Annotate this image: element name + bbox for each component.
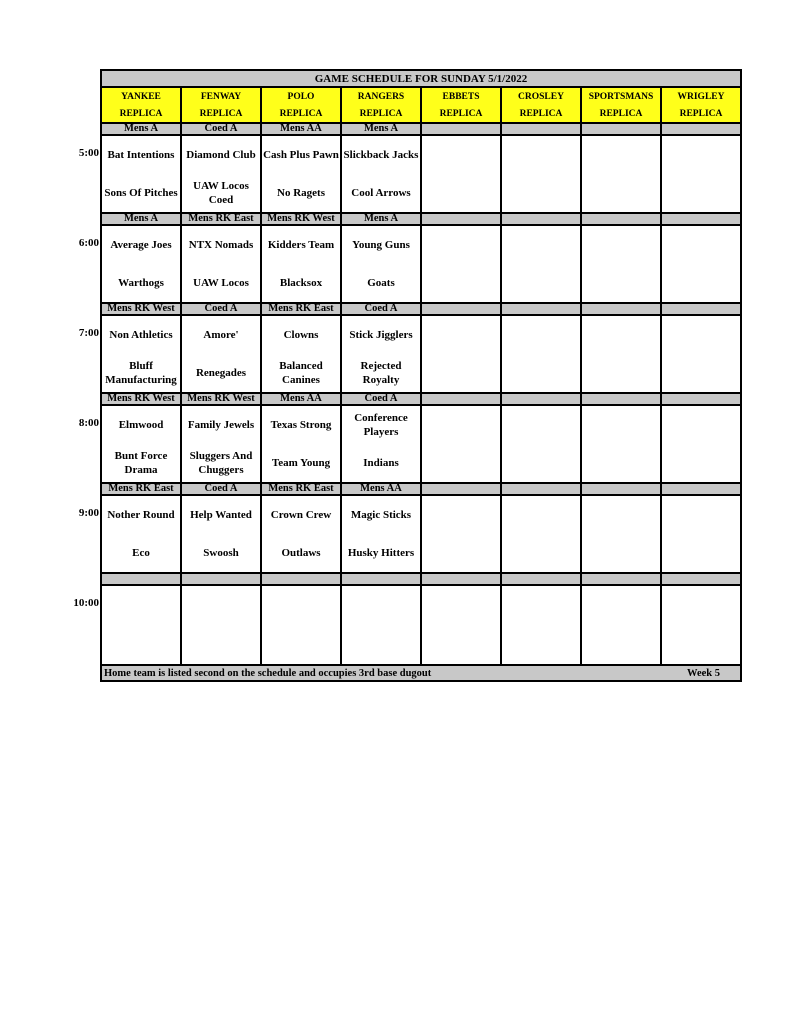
away-team: Magic Sticks bbox=[341, 495, 421, 534]
division-label: Mens RK East bbox=[261, 483, 341, 495]
time-slot-label: 6:00 bbox=[78, 237, 99, 249]
division-label: Mens RK West bbox=[261, 213, 341, 225]
away-team bbox=[581, 135, 661, 174]
time-gutter bbox=[68, 123, 101, 135]
home-team: Outlaws bbox=[261, 534, 341, 573]
field-name-row bbox=[68, 87, 741, 105]
division-label bbox=[101, 573, 181, 585]
away-team: Young Guns bbox=[341, 225, 421, 264]
away-team: Nother Round bbox=[101, 495, 181, 534]
field-replica-label: REPLICA bbox=[581, 105, 661, 123]
home-team bbox=[341, 625, 421, 665]
division-label: Mens RK East bbox=[101, 483, 181, 495]
field-name: EBBETS bbox=[421, 87, 501, 105]
week-label: Week 5 bbox=[661, 665, 741, 681]
division-label bbox=[421, 573, 501, 585]
home-team bbox=[581, 264, 661, 303]
home-team bbox=[421, 444, 501, 483]
away-team bbox=[581, 225, 661, 264]
away-team: Help Wanted bbox=[181, 495, 261, 534]
division-label: Mens RK West bbox=[101, 393, 181, 405]
away-team: NTX Nomads bbox=[181, 225, 261, 264]
division-label bbox=[501, 123, 581, 135]
footer-row bbox=[68, 665, 741, 681]
title-row bbox=[68, 70, 741, 87]
away-team bbox=[421, 315, 501, 354]
away-team bbox=[661, 585, 741, 625]
division-label bbox=[661, 393, 741, 405]
field-replica-label: REPLICA bbox=[101, 105, 181, 123]
away-team bbox=[581, 315, 661, 354]
field-replica-label: REPLICA bbox=[661, 105, 741, 123]
home-team bbox=[661, 625, 741, 665]
division-label: Mens A bbox=[101, 213, 181, 225]
time-gutter bbox=[68, 354, 101, 393]
away-team bbox=[501, 495, 581, 534]
division-row bbox=[68, 123, 741, 135]
field-replica-label: REPLICA bbox=[181, 105, 261, 123]
division-label bbox=[341, 573, 421, 585]
time-gutter bbox=[68, 625, 101, 665]
home-team bbox=[501, 444, 581, 483]
home-team bbox=[501, 625, 581, 665]
division-label: Mens RK West bbox=[181, 393, 261, 405]
home-team: Goats bbox=[341, 264, 421, 303]
time-slot-label: 5:00 bbox=[78, 147, 99, 159]
home-team bbox=[581, 444, 661, 483]
home-team: Renegades bbox=[181, 354, 261, 393]
home-team: Bluff Manufacturing bbox=[101, 354, 181, 393]
away-team bbox=[181, 585, 261, 625]
field-replica-label: REPLICA bbox=[341, 105, 421, 123]
home-team bbox=[181, 625, 261, 665]
away-team: Average Joes bbox=[101, 225, 181, 264]
away-team bbox=[261, 585, 341, 625]
home-team: Sons Of Pitches bbox=[101, 174, 181, 213]
schedule-table bbox=[68, 69, 742, 682]
division-label: Mens RK East bbox=[181, 213, 261, 225]
division-row bbox=[68, 573, 741, 585]
division-label bbox=[581, 393, 661, 405]
away-team bbox=[501, 135, 581, 174]
away-team: Non Athletics bbox=[101, 315, 181, 354]
schedule-title: GAME SCHEDULE FOR SUNDAY 5/1/2022 bbox=[101, 70, 741, 87]
time-gutter bbox=[68, 213, 101, 225]
away-team: Bat Intentions bbox=[101, 135, 181, 174]
game-row-away bbox=[68, 225, 741, 264]
division-row bbox=[68, 303, 741, 315]
field-name: POLO bbox=[261, 87, 341, 105]
away-team bbox=[421, 585, 501, 625]
division-label bbox=[421, 123, 501, 135]
home-team: Swoosh bbox=[181, 534, 261, 573]
home-team bbox=[421, 625, 501, 665]
home-team bbox=[661, 354, 741, 393]
game-row-home bbox=[68, 534, 741, 573]
away-team bbox=[501, 405, 581, 444]
game-row-away bbox=[68, 585, 741, 625]
away-team bbox=[661, 495, 741, 534]
division-label bbox=[261, 573, 341, 585]
home-team: Husky Hitters bbox=[341, 534, 421, 573]
home-team bbox=[501, 354, 581, 393]
division-row bbox=[68, 393, 741, 405]
home-team: UAW Locos bbox=[181, 264, 261, 303]
home-team: Sluggers And Chuggers bbox=[181, 444, 261, 483]
division-label: Coed A bbox=[181, 123, 261, 135]
home-team: Eco bbox=[101, 534, 181, 573]
away-team bbox=[341, 585, 421, 625]
away-team bbox=[421, 225, 501, 264]
division-label: Mens AA bbox=[261, 123, 341, 135]
home-team bbox=[421, 264, 501, 303]
division-label bbox=[581, 483, 661, 495]
time-gutter bbox=[68, 534, 101, 573]
game-row-home bbox=[68, 174, 741, 213]
division-label bbox=[581, 123, 661, 135]
away-team: Amore' bbox=[181, 315, 261, 354]
home-team bbox=[581, 354, 661, 393]
away-team bbox=[501, 585, 581, 625]
division-label: Coed A bbox=[181, 483, 261, 495]
away-team bbox=[421, 135, 501, 174]
division-label: Coed A bbox=[341, 393, 421, 405]
away-team: Clowns bbox=[261, 315, 341, 354]
home-team: UAW Locos Coed bbox=[181, 174, 261, 213]
away-team bbox=[661, 135, 741, 174]
footer-note: Home team is listed second on the schedule and occupies 3rd base dugout bbox=[101, 665, 661, 681]
division-label bbox=[421, 213, 501, 225]
time-gutter bbox=[68, 573, 101, 585]
home-team: Bunt Force Drama bbox=[101, 444, 181, 483]
home-team bbox=[101, 625, 181, 665]
away-team bbox=[501, 225, 581, 264]
home-team: Team Young bbox=[261, 444, 341, 483]
home-team bbox=[661, 534, 741, 573]
field-replica-label: REPLICA bbox=[501, 105, 581, 123]
time-gutter bbox=[68, 174, 101, 213]
home-team bbox=[581, 534, 661, 573]
time-gutter bbox=[68, 87, 101, 105]
division-label: Mens A bbox=[101, 123, 181, 135]
away-team: Stick Jigglers bbox=[341, 315, 421, 354]
game-row-away bbox=[68, 495, 741, 534]
home-team bbox=[501, 174, 581, 213]
division-label bbox=[501, 303, 581, 315]
division-label bbox=[501, 573, 581, 585]
division-label bbox=[501, 213, 581, 225]
division-label: Coed A bbox=[181, 303, 261, 315]
division-label bbox=[581, 573, 661, 585]
division-label bbox=[661, 123, 741, 135]
division-label bbox=[501, 483, 581, 495]
division-label: Mens A bbox=[341, 213, 421, 225]
away-team bbox=[581, 405, 661, 444]
division-row bbox=[68, 483, 741, 495]
division-label bbox=[181, 573, 261, 585]
field-name: RANGERS bbox=[341, 87, 421, 105]
home-team bbox=[421, 174, 501, 213]
time-slot-label: 7:00 bbox=[78, 327, 99, 339]
time-gutter bbox=[68, 393, 101, 405]
away-team bbox=[581, 585, 661, 625]
field-replica-label: REPLICA bbox=[421, 105, 501, 123]
time-slot-label: 8:00 bbox=[78, 417, 99, 429]
game-row-home bbox=[68, 264, 741, 303]
home-team bbox=[261, 625, 341, 665]
division-label bbox=[501, 393, 581, 405]
home-team bbox=[661, 264, 741, 303]
division-label bbox=[581, 213, 661, 225]
away-team bbox=[101, 585, 181, 625]
division-label bbox=[581, 303, 661, 315]
game-row-away bbox=[68, 405, 741, 444]
field-name: WRIGLEY bbox=[661, 87, 741, 105]
division-label bbox=[421, 303, 501, 315]
away-team: Elmwood bbox=[101, 405, 181, 444]
division-label bbox=[661, 303, 741, 315]
field-name: SPORTSMANS bbox=[581, 87, 661, 105]
time-slot-label: 10:00 bbox=[73, 597, 99, 609]
game-row-home bbox=[68, 354, 741, 393]
field-replica-label: REPLICA bbox=[261, 105, 341, 123]
home-team: Balanced Canines bbox=[261, 354, 341, 393]
home-team: Blacksox bbox=[261, 264, 341, 303]
home-team: Rejected Royalty bbox=[341, 354, 421, 393]
division-label bbox=[661, 573, 741, 585]
away-team bbox=[661, 405, 741, 444]
home-team bbox=[661, 444, 741, 483]
division-label: Mens RK East bbox=[261, 303, 341, 315]
away-team: Conference Players bbox=[341, 405, 421, 444]
game-row-away bbox=[68, 135, 741, 174]
division-label: Mens AA bbox=[341, 483, 421, 495]
division-row bbox=[68, 213, 741, 225]
away-team: Cash Plus Pawn bbox=[261, 135, 341, 174]
field-name: YANKEE bbox=[101, 87, 181, 105]
game-row-home bbox=[68, 625, 741, 665]
time-gutter bbox=[68, 303, 101, 315]
away-team: Family Jewels bbox=[181, 405, 261, 444]
away-team bbox=[581, 495, 661, 534]
game-row-away bbox=[68, 315, 741, 354]
game-schedule bbox=[68, 69, 742, 682]
home-team bbox=[501, 534, 581, 573]
home-team bbox=[661, 174, 741, 213]
time-gutter bbox=[68, 665, 101, 681]
division-label: Mens A bbox=[341, 123, 421, 135]
home-team: Indians bbox=[341, 444, 421, 483]
field-replica-row bbox=[68, 105, 741, 123]
field-name: FENWAY bbox=[181, 87, 261, 105]
away-team bbox=[661, 315, 741, 354]
time-gutter bbox=[68, 105, 101, 123]
away-team bbox=[421, 495, 501, 534]
time-gutter bbox=[68, 70, 101, 87]
home-team: Cool Arrows bbox=[341, 174, 421, 213]
home-team bbox=[581, 174, 661, 213]
home-team bbox=[421, 354, 501, 393]
home-team bbox=[581, 625, 661, 665]
division-label: Mens AA bbox=[261, 393, 341, 405]
time-gutter bbox=[68, 264, 101, 303]
away-team bbox=[421, 405, 501, 444]
away-team: Kidders Team bbox=[261, 225, 341, 264]
away-team bbox=[661, 225, 741, 264]
away-team: Crown Crew bbox=[261, 495, 341, 534]
home-team bbox=[421, 534, 501, 573]
division-label bbox=[661, 213, 741, 225]
away-team: Slickback Jacks bbox=[341, 135, 421, 174]
division-label bbox=[421, 393, 501, 405]
field-name: CROSLEY bbox=[501, 87, 581, 105]
division-label: Mens RK West bbox=[101, 303, 181, 315]
time-gutter bbox=[68, 444, 101, 483]
time-slot-label: 9:00 bbox=[78, 507, 99, 519]
time-gutter bbox=[68, 483, 101, 495]
game-row-home bbox=[68, 444, 741, 483]
division-label: Coed A bbox=[341, 303, 421, 315]
division-label bbox=[661, 483, 741, 495]
division-label bbox=[421, 483, 501, 495]
away-team bbox=[501, 315, 581, 354]
home-team: Warthogs bbox=[101, 264, 181, 303]
away-team: Diamond Club bbox=[181, 135, 261, 174]
home-team bbox=[501, 264, 581, 303]
away-team: Texas Strong bbox=[261, 405, 341, 444]
home-team: No Ragets bbox=[261, 174, 341, 213]
